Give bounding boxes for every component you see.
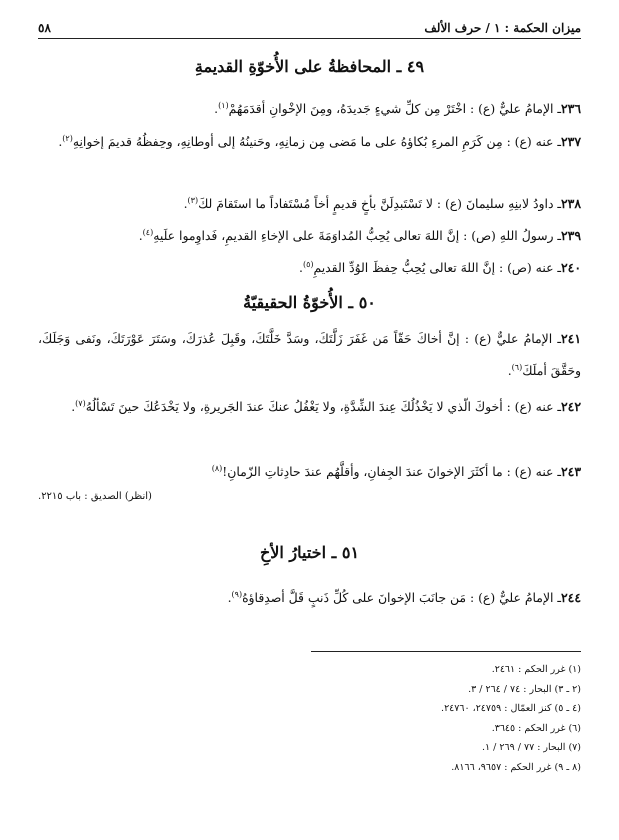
footnote-ref[interactable]: (٧) <box>75 399 86 408</box>
hadith-text: ـ عنه (ص) : إنَّ اللهَ تعالى يُحِبُّ حِفظَ الوُدِّ القديمِ <box>313 260 562 276</box>
footnote: (٤ ـ ٥) كنز العمّال : ٢٤٧٥٩، ٢٤٧٦٠. <box>441 703 581 715</box>
hadith-number: ٢٣٧ <box>561 134 581 150</box>
hadith-number: ٢٤٢ <box>561 399 581 415</box>
hadith-244 <box>38 580 581 612</box>
footnote-ref[interactable]: (٢) <box>62 134 73 143</box>
hadith-number: ٢٣٨ <box>561 196 581 212</box>
hadith-tail: . <box>298 260 303 276</box>
hadith-240 <box>38 250 581 282</box>
hadith-239 <box>38 218 581 250</box>
hadith-236 <box>38 91 581 123</box>
footnote-ref[interactable]: (٥) <box>302 260 314 269</box>
hadith-tail: . <box>214 101 219 117</box>
hadith-238 <box>38 186 581 218</box>
footnote: (٢ ـ ٣) البحار : ٧٤ / ٢٦٤ / ٣. <box>468 683 581 695</box>
hadith-text: ـ عنه (ع) : ما أكثَرَ الإخوانَ عندَ الجِفانِ، وأقلَّهُم عندَ حادِثاتِ الزّمانِ! <box>222 464 562 480</box>
footnote-ref[interactable]: (٦) <box>511 363 523 372</box>
hadith-tail: . <box>183 196 188 212</box>
hadith-tail: . <box>58 134 63 150</box>
hadith-text: ـ عنه (ع) : مِن كَرَمِ المرءِ بُكاؤهُ على ما مَضى مِن زمانِهِ، وحَنينُهُ إلى أوطانِهِ، وحِفظُهُ قديمَ إخوانِهِ <box>72 134 562 150</box>
hadith-number: ٢٤٣ <box>561 464 581 480</box>
hadith-number: ٢٣٦ <box>561 101 581 117</box>
hadith-number: ٢٤٤ <box>561 590 581 606</box>
footnote: (٧) البحار : ٧٧ / ٢٦٩ / ١. <box>482 742 581 754</box>
hadith-text: ـ الإمامُ عليٌّ (ع) : اخْتَرْ مِن كلِّ شيءٍ جَديدَهُ، ومِنَ الإخْوانِ أقدَمَهُمْ <box>228 101 562 117</box>
hadith-number: ٢٣٩ <box>561 228 581 244</box>
footnote-ref[interactable]: (٤) <box>142 228 154 237</box>
footnote-ref[interactable]: (٣) <box>187 196 199 205</box>
hadith-tail: . <box>71 399 76 415</box>
hadith-tail: . <box>227 590 232 606</box>
section-title-50: ٥٠ ـ الأُخوّةُ الحقيقيّةُ <box>243 293 376 312</box>
hadith-242 <box>38 389 581 421</box>
footnote: (٦) غرر الحكم : ٣٦٤٥. <box>491 722 581 734</box>
hadith-237 <box>38 124 581 156</box>
see-also-reference[interactable]: (انظر) الصديق : باب ٢٢١٥. <box>38 491 152 502</box>
footnote-ref[interactable]: (٩) <box>231 590 243 599</box>
hadith-text: ـ الإمامُ عليٌّ (ع) : مَن جانَبَ الإخوانَ على كُلِّ ذَنبٍ قَلَّ أصدِقاؤهُ <box>242 590 562 606</box>
hadith-text: ـ رسولُ اللهِ (ص) : إنَّ اللهَ تعالى يُحِبُّ المُداوَمَةَ على الإخاءِ القديمِ، فَداوِموا علَيهِ <box>153 228 562 244</box>
footnote-ref[interactable]: (١) <box>218 101 229 110</box>
footnotes-list <box>221 660 581 778</box>
footnote: (١) غرر الحكم : ٢٤٦١. <box>491 664 581 675</box>
running-title: ميزان الحكمة : ١ / حرف الألف <box>424 21 581 35</box>
section-title-49: ٤٩ ـ المحافظةُ على الأُخوّةِ القديمةِ <box>194 57 425 76</box>
footnote-divider <box>311 651 581 652</box>
hadith-text: ـ داودُ لابنِهِ سليمانَ (ع) : لا تَسْتَبدِلَنَّ بأخٍ قديمٍ أخاً مُسْتَفاداً ما استَقامَ لكَ <box>198 196 562 212</box>
hadith-243 <box>38 454 581 486</box>
hadith-number: ٢٤١ <box>561 331 581 346</box>
footnote: (٨ ـ ٩) غرر الحكم : ٩٦٥٧، ٨١٦٦. <box>451 761 581 773</box>
hadith-tail: . <box>138 228 143 244</box>
hadith-text: ـ عنه (ع) : أخوكَ الّذي لا يَخْذُلُكَ عِندَ الشِّدَّةِ، ولا يَغْفُلُ عنكَ عندَ الجَريرةِ، ولا يَخْدَعُكَ حينَ تَسْألُهُ <box>85 399 562 415</box>
page-header <box>38 13 581 39</box>
hadith-number: ٢٤٠ <box>561 260 581 276</box>
section-title-51: ٥١ ـ اختيارُ الأخِ <box>259 543 360 562</box>
hadith-241 <box>38 324 581 385</box>
hadith-tail: . <box>507 363 512 379</box>
hadith-text: ـ الإمامُ عليٌّ (ع) : إنَّ أخاكَ حَقّاً مَن غَفَرَ زَلَّتَكَ، وسَدَّ خَلَّتَكَ، وقَبِلَ عُذرَكَ، وسَتَرَ عَوْرَتَكَ، ونَفى وَجَلَكَ، وحَقَّقَ أملَكَ <box>38 331 581 379</box>
footnote-ref[interactable]: (٨) <box>211 464 223 473</box>
page-number: ٥٨ <box>38 21 51 35</box>
